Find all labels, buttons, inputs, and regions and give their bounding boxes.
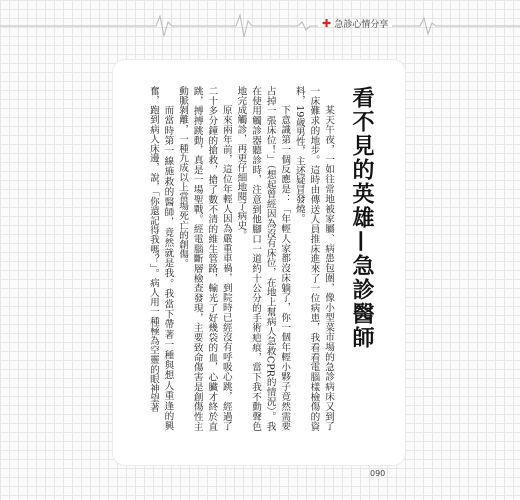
paragraph: 而當時第一線施救的醫師，竟然就是我。我當下帶著一種與想人重逢的興奮，跑到病人床邊，說，「你還記得我嗎？」。病人用一種極為空靈的眼神望著 xyxy=(147,86,174,431)
paragraph: 某天午夜，一如往常地被家屬、病患包圍，像小型菜市場的急診病床又到了一床難求的地步。這時由傳送人員推床進來了一位病患，我看看電腦樣檢傷的資料，19歲男性，主述疑冒發燒。 xyxy=(293,86,334,431)
paragraph: 下意識第一個反應是：「年輕人家都沒床躺了，你一個年輕小夥子竟然需要占掉一張床位！」（想起曾經因為沒有床位，在地上幫病人急救CPR的情況）。我在使用觸診器聽診時，注意到他腳口一道約十公分的手術疤痕，當下我不動聲色地完成觸診，再更仔細地閱了病史。 xyxy=(235,86,291,431)
page-number: 090 xyxy=(370,469,386,478)
header-band xyxy=(0,0,520,58)
red-cross-icon: ✚ xyxy=(322,17,332,30)
article-body xyxy=(145,86,335,431)
section-header xyxy=(322,17,388,30)
article-title: 看不見的英雄—急診醫師 xyxy=(349,86,375,350)
paragraph: 原來兩年前，這位年輕人因為嚴重車禍，到院時已經沒有呼吸心跳，經過了二十多分鐘的搶救，搶了數不清的維生管路，輸光了好幾袋的血，心臟才終於直跳，搏搏跳動，真是一場聖戰。經電腦斷層檢查發現，主要致命傷害是創傷性主動脈剝離，一種九成以上當場死亡的創傷。 xyxy=(177,86,232,431)
ecg-line-icon xyxy=(0,12,520,42)
section-label: 急診心情分享 xyxy=(334,20,389,30)
